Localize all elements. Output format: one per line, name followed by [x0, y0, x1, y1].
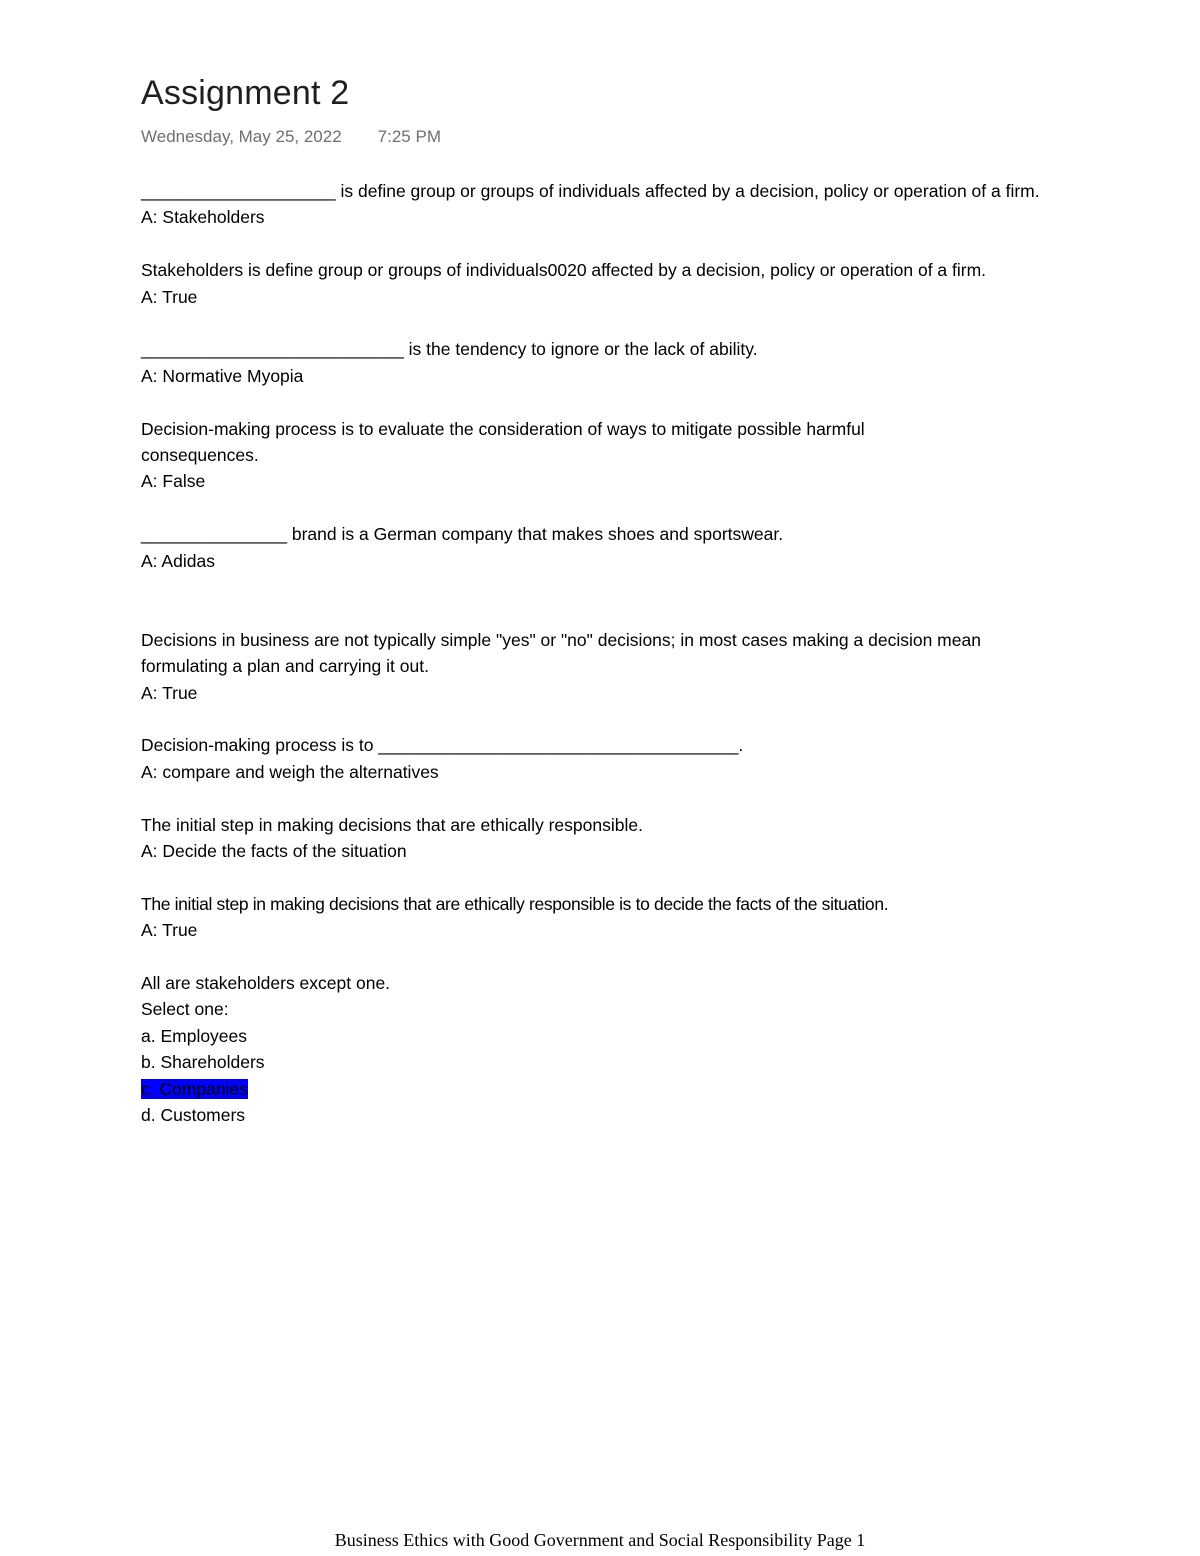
fill-blank: ____________________: [141, 181, 336, 201]
answer-text: A: True: [141, 286, 198, 307]
option-item: b. Shareholders: [141, 1052, 265, 1073]
answer-text: A: True: [141, 920, 198, 941]
question-text: ____________________ is define group or groups of individuals affected by a decision, policy or operation of a firm.: [141, 181, 1040, 201]
question-block-2: [141, 257, 1061, 310]
question-text: The initial step in making decisions that are ethically responsible is to decide the facts of the situation.: [141, 893, 889, 914]
fill-blank: _______________: [141, 524, 287, 545]
fill-blank: ___________________________: [141, 339, 404, 360]
option-item-selected: [141, 1076, 1061, 1102]
question-block-5: [141, 521, 1061, 574]
page-title: Assignment 2: [141, 74, 350, 112]
page-footer: [0, 1530, 1200, 1551]
question-block-4: [141, 416, 1061, 495]
question-text: Decisions in business are not typically simple "yes" or "no" decisions; in most cases making a decision mean formulating a plan and carrying it out.: [141, 629, 981, 677]
question-block-7: [141, 732, 1061, 785]
question-block-9: [141, 891, 1061, 944]
answer-text: A: Decide the facts of the situation: [141, 841, 407, 862]
answer-text: A: compare and weigh the alternatives: [141, 761, 439, 782]
question-text: The initial step in making decisions that are ethically responsible.: [141, 814, 643, 835]
question-text: ___________________________ is the tendency to ignore or the lack of ability.: [141, 339, 758, 360]
page-content: [141, 178, 1061, 1128]
footer-text: Business Ethics with Good Government and Social Responsibility Page 1: [334, 1530, 866, 1550]
question-text: Decision-making process is to evaluate the consideration of ways to mitigate possible harmful consequences.: [141, 418, 865, 466]
answer-text: A: Adidas: [141, 550, 215, 571]
page-date: Wednesday, May 25, 2022: [141, 127, 342, 146]
select-prompt: Select one:: [141, 999, 229, 1020]
question-block-1: [141, 178, 1061, 231]
question-text: Decision-making process is to _____________________________________.: [141, 735, 744, 756]
page-datetime: [141, 127, 441, 147]
answer-text: A: Stakeholders: [141, 207, 265, 228]
question-block-10: [141, 970, 1061, 1128]
fill-blank: _____________________________________: [378, 735, 739, 756]
selected-highlight: c. Companies: [141, 1078, 248, 1099]
question-text: Stakeholders is define group or groups of individuals0020 affected by a decision, policy or operation of a firm.: [141, 260, 987, 281]
answer-text: A: False: [141, 471, 206, 492]
question-text: All are stakeholders except one.: [141, 973, 391, 994]
option-item: d. Customers: [141, 1105, 246, 1126]
option-item: a. Employees: [141, 1025, 248, 1046]
answer-text: A: Normative Myopia: [141, 365, 304, 386]
question-block-3: [141, 336, 1061, 389]
page-time: 7:25 PM: [377, 127, 441, 146]
answer-text: A: True: [141, 682, 198, 703]
question-block-8: [141, 812, 1061, 865]
question-text: _______________ brand is a German company that makes shoes and sportswear.: [141, 524, 784, 545]
question-block-6: [141, 627, 1061, 706]
